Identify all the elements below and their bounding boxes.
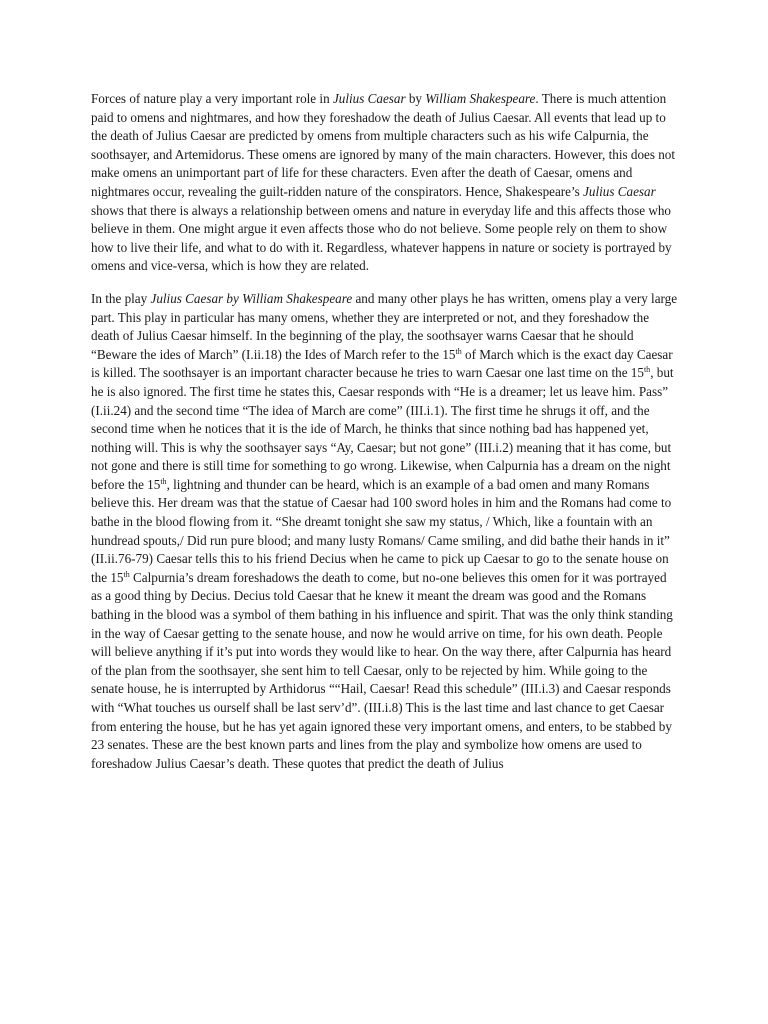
play-title: Julius Caesar: [583, 183, 656, 199]
essay-body: [91, 90, 678, 787]
text-run: Calpurnia’s dream foreshadows the death to come, but no-one believes this omen for it was portrayed as a good thing by Decius. Decius told Caesar that he knew it meant the dream was good and the Romans bathing in the blood was a symbol of them bathing in his influence and spirit. That was the only think standing in the way of Caesar getting to the senate house, and now he would arrive on time, for his own death. People will believe anything if it’s put into words they would like to hear. On the way there, after Calpurnia has heard of the plan from the soothsayer, she sent him to tell Caesar, only to be rejected by him. While going to the senate house, he is interrupted by Arthidorus ““Hail, Caesar! Read this schedule” (III.i.3) and Caesar responds with “What touches us ourself shall be last serv’d”. (III.i.8) This is the last time and last chance to get Caesar from entering the house, but he has yet again ignored these very important omens, and enters, to be stabbed by 23 senates. These are the best known parts and lines from the play and symbolize how omens are used to foreshadow Julius Caesar’s death. These quotes that predict the death of Julius: [91, 569, 673, 771]
text-run: . There is much attention paid to omens and nightmares, and how they foreshadow the death of Julius Caesar. All events that lead up to the death of Julius Caesar are predicted by omens from multiple characters such as his wife Calpurnia, the soothsayer, and Artemidorus. These omens are ignored by many of the main characters. However, this does not make omens an unimportant part of life for these characters. Even after the death of Caesar, omens and nightmares occur, revealing the guilt-ridden nature of the conspirators. Hence, Shakespeare’s: [91, 91, 676, 199]
text-run: of March which is the exact day Caesar is killed. The soothsayer is an important character because he tries to warn Caesar one last time on the 15: [91, 346, 673, 381]
play-title: Julius Caesar: [332, 91, 406, 106]
text-run: In the play: [91, 290, 151, 306]
text-run: Forces of nature play a very important role in: [91, 91, 333, 106]
text-run: by: [405, 91, 426, 106]
text-run: , lightning and thunder can be heard, which is an example of a bad omen and many Romans believe this. Her dream was that the statue of Caesar had 100 sword holes in him and the Romans had come to bathe in the blood flowing from it. “She dreamt tonight she saw my status, / Which, like a fountain with an hundread spouts,/ Did run pure blood; and many lusty Romans/ Came smiling, and did bathe their hands in it” (II.ii.76-79) Caesar tells this to his friend Decius when he came to pick up Caesar to go to the senate house on the 15: [91, 476, 672, 585]
ordinal-suffix: th: [455, 346, 462, 356]
author-name: William Shakespeare: [425, 91, 536, 106]
text-run: , but he is also ignored. The first time he states this, Caesar responds with “He is a dreamer; let us leave him. Pass” (I.ii.24) and the second time “The idea of March are come” (III.i.1). The first time he shrugs it off, and the second time when he notices that it is the ide of March, he thinks that since nothing bad has happened yet, nothing will. This is why the soothsayer says “Ay, Caesar; but not gone” (III.i.2) meaning that it has come, but not gone and there is still time for something to go wrong. Likewise, when Calpurnia has a dream on the night before the 15: [91, 365, 674, 492]
paragraph-body: [91, 290, 678, 773]
ordinal-suffix: th: [123, 569, 130, 579]
ordinal-suffix: th: [160, 476, 167, 486]
text-run: and many other plays he has written, omens play a very large part. This play in particular has many omens, whether they are interpreted or not, and they foreshadow the death of Julius Caesar himself. In the beginning of the play, the soothsayer warns Caesar that he should “Beware the ides of March” (I.ii.18) the Ides of March refer to the 15: [91, 290, 678, 362]
ordinal-suffix: th: [643, 365, 651, 375]
play-title-author: Julius Caesar by William Shakespeare: [150, 290, 353, 306]
text-run: shows that there is always a relationship between omens and nature in everyday life and this affects those who believe in them. One might argue it even affects those who do not believe. Some people rely on them to show how to live their life, and what to do with it. Regardless, whatever happens in nature or society is portrayed by omens and vice-versa, which is how they are related.: [91, 202, 672, 274]
paragraph-intro: [91, 90, 678, 276]
